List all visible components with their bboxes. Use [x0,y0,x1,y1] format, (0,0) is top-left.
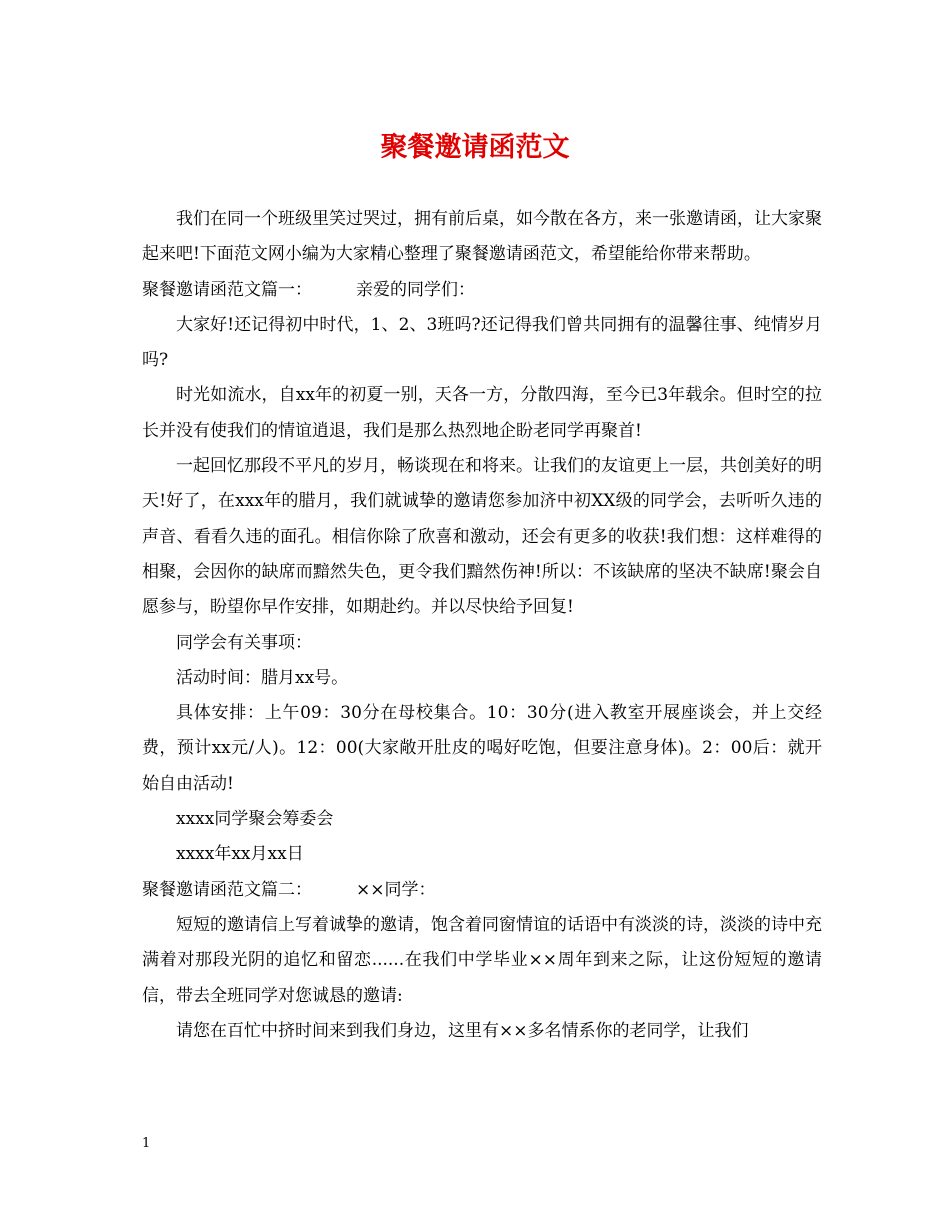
section-one-greeting: 亲爱的同学们： [356,279,475,300]
page-number: 1 [142,1136,151,1151]
paragraph: 短短的邀请信上写着诚挚的邀请，饱含着同窗情谊的话语中有淡淡的诗，淡淡的诗中充满着对那段光阴的追忆和留恋......在我们中学毕业××周年到来之际，让这份短短的邀请信，带去全班同学对您诚恳的邀请: [142,914,822,1006]
paragraph: 同学会有关事项： [176,632,312,653]
paragraph: 请您在百忙中挤时间来到我们身边，这里有××多名情系你的老同学，让我们 [176,1020,749,1041]
paragraph: 具体安排：上午09：30分在母校集合。10：30分(进入教室开展座谈会，并上交经费，预计xx元/人)。12：00(大家敞开肚皮的喝好吃饱，但要注意身体)。2：00后：就开始自由活动! [142,703,822,794]
document-title: 聚餐邀请函范文 [380,132,570,163]
section-one-heading-line [142,273,822,308]
section-two-greeting: ××同学： [356,879,436,900]
paragraph: 时光如流水，自xx年的初夏一别，天各一方，分散四海，至今已3年载余。但时空的拉长并没有使我们的情谊逍退，我们是那么热烈地企盼老同学再聚首! [142,385,822,441]
section-one-heading: 聚餐邀请函范文篇一： [142,279,312,300]
section-two-heading-line [142,873,822,908]
paragraph: 一起回忆那段不平凡的岁月，畅谈现在和将来。让我们的友谊更上一层，共创美好的明天!好了，在xxx年的腊月，我们就诚挚的邀请您参加济中初XX级的同学会，去听听久违的声音、看看久违的面孔。相信你除了欣喜和激动，还会有更多的收获!我们想：这样难得的相聚，会因你的缺席而黯然失色，更令我们黯然伤神!所以：不该缺席的坚决不缺席!聚会自愿参与，盼望你早作安排，如期赴约。并以尽快给予回复! [142,456,822,618]
paragraph: 活动时间：腊月xx号。 [176,667,349,688]
section-two-heading: 聚餐邀请函范文篇二： [142,879,312,900]
document-body [142,202,822,1049]
intro-paragraph: 我们在同一个班级里笑过哭过，拥有前后桌，如今散在各方，来一张邀请函，让大家聚起来吧!下面范文网小编为大家精心整理了聚餐邀请函范文，希望能给你带来帮助。 [142,209,822,265]
paragraph: 大家好!还记得初中时代，1、2、3班吗?还记得我们曾共同拥有的温馨往事、纯情岁月吗? [142,314,822,371]
organizer-signature: xxxx同学聚会筹委会 [176,809,334,830]
signature-date: xxxx年xx月xx日 [176,844,304,865]
